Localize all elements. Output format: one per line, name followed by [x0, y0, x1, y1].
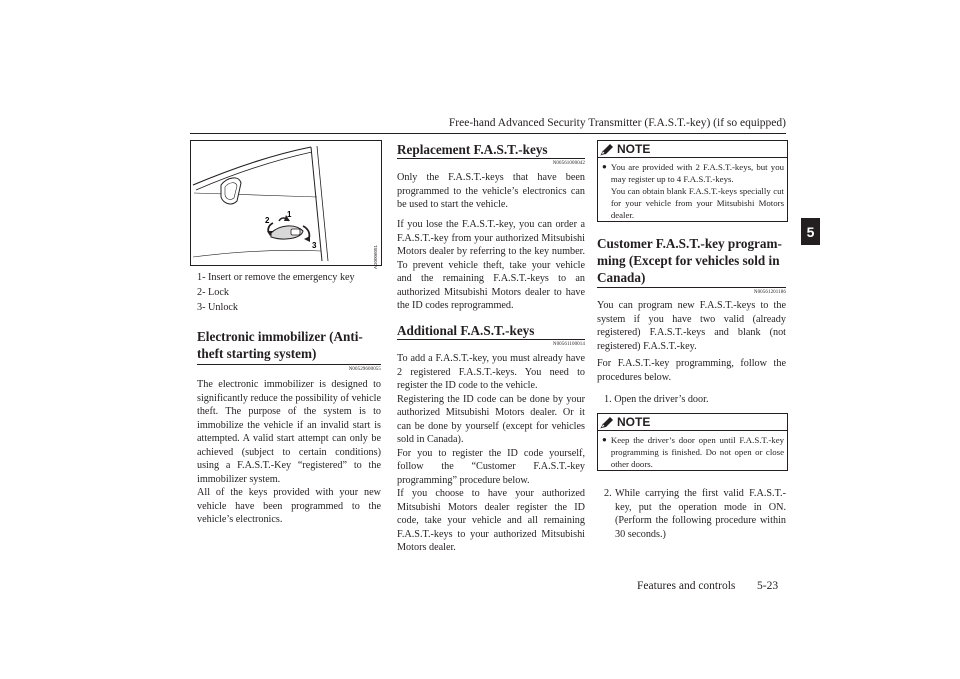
immobilizer-title-rule [197, 364, 381, 365]
callout-2: 2 [265, 216, 270, 225]
additional-para-3: For you to register the ID code yourself, follow the “Customer F.A.S.T.-key programming” procedure below. [397, 447, 585, 486]
additional-title-rule [397, 339, 585, 340]
lock-figure [190, 140, 382, 270]
note-2-label: NOTE [617, 415, 651, 429]
note-1-header [598, 141, 787, 158]
step-2 [604, 487, 786, 541]
additional-para-2: Registering the ID code can be done by your authorized Mitsubishi Motors dealer. Or it can be done by yourself (except for vehicles sold in Canada). [397, 393, 585, 445]
customer-title: Customer F.A.S.T.-key program- ming (Except for vehicles sold in Canada) [597, 236, 782, 285]
note-2-body [598, 431, 787, 470]
step-2-text: While carrying the first valid F.A.S.T.-key, put the operation mode in ON. (Perform the following procedure within 30 seconds.) [615, 488, 786, 540]
additional-para-4: If you choose to have your authorized Mitsubishi Motors dealer register the ID code, take your vehicle and all remaining F.A.S.T.-keys to your authorized Mitsubishi Motors dealer. [397, 488, 585, 553]
callout-3: 3 [312, 241, 317, 250]
footer-section: Features and controls [637, 580, 736, 592]
note-1-text [611, 161, 784, 221]
replacement-para-1: Only the F.A.S.T.-keys that have been programmed to the vehicle’s electronics can be used to start the vehicle. [397, 172, 585, 210]
page-number: 5-23 [757, 580, 779, 592]
note-1-body [598, 158, 787, 221]
legend-item-3: 3- Unlock [197, 302, 239, 313]
replacement-title: Replacement F.A.S.T.-keys [397, 142, 548, 157]
customer-para-2: For F.A.S.T.-key programming, follow the procedures below. [597, 358, 786, 383]
additional-title: Additional F.A.S.T.-keys [397, 323, 535, 338]
note-2-header [598, 414, 787, 431]
additional-para-1: To add a F.A.S.T.-key, you must already have 2 registered F.A.S.T.-keys. You need to register the ID code to the vehicle. [397, 353, 585, 391]
additional-code: N00561100014 [552, 342, 585, 347]
chapter-tab: 5 [801, 218, 820, 245]
immobilizer-title: Electronic immobilizer (Anti- theft starting system) [197, 329, 363, 361]
image-code: AG0006051 [373, 245, 378, 270]
immobilizer-para-2: All of the keys provided with your new vehicle have been programmed to the vehicle’s electronics. [197, 487, 381, 525]
replacement-code: N00561000042 [552, 161, 585, 166]
bullet-icon: ● [602, 162, 607, 171]
callout-1: 1 [287, 210, 292, 219]
step-1: 1. Open the driver’s door. [604, 394, 709, 405]
running-header: Free-hand Advanced Security Transmitter (F.A.S.T.-key) (if so equipped) [448, 117, 786, 129]
immobilizer-code: N00529600055 [348, 367, 381, 372]
immobilizer-para-1: The electronic immobilizer is designed to significantly reduce the possibility of vehicle theft. The purpose of the system is to immobilize the vehicle if an invalid start is attempted. A valid start attempt can only be achieved (subject to certain conditions) using a F.A.S.T.-Key “registered” to the immobilizer system. [197, 379, 381, 485]
note-1-label: NOTE [617, 142, 651, 156]
note-box-2 [597, 413, 788, 471]
customer-title-rule [597, 287, 786, 288]
figure-legend [197, 271, 382, 314]
header-rule [190, 133, 786, 134]
customer-para-1: You can program new F.A.S.T.-keys to the system if you have two valid (already registered) F.A.S.T.-keys and blank (not registered) F.A.S.T.-key. [597, 300, 786, 352]
immobilizer-body [197, 378, 381, 527]
door-handle-illustration [191, 141, 381, 265]
note-2-text: Keep the driver’s door open until F.A.S.T.-key programming is finished. Do not open or close other doors. [610, 435, 784, 469]
bullet-icon: ● [602, 435, 607, 444]
replacement-para-2: If you lose the F.A.S.T.-key, you can order a F.A.S.T.-key from your authorized Mitsubishi Motors dealer by referring to the key number. To prevent vehicle theft, take your vehicle and the remaining F.A.S.T.-keys to an authorized Mitsubishi Motors dealer to have the ID codes reprogrammed. [397, 219, 585, 311]
customer-code: N00561201186 [753, 290, 786, 295]
note-1-line-2: You can obtain blank F.A.S.T.-keys specially cut for your vehicle from your Mitsubishi Motors dealer. [610, 186, 784, 220]
legend-item-1: 1- Insert or remove the emergency key [197, 272, 355, 283]
additional-body [397, 352, 585, 555]
note-box-1 [597, 140, 788, 222]
replacement-title-rule [397, 158, 585, 159]
note-pencil-icon [600, 416, 614, 429]
note-1-line-1: You are provided with 2 F.A.S.T.-keys, but you may register up to 4 F.A.S.T.-keys. [610, 162, 784, 184]
step-2-number: 2. [604, 488, 612, 499]
legend-item-2: 2- Lock [197, 287, 229, 298]
note-pencil-icon [600, 143, 614, 156]
